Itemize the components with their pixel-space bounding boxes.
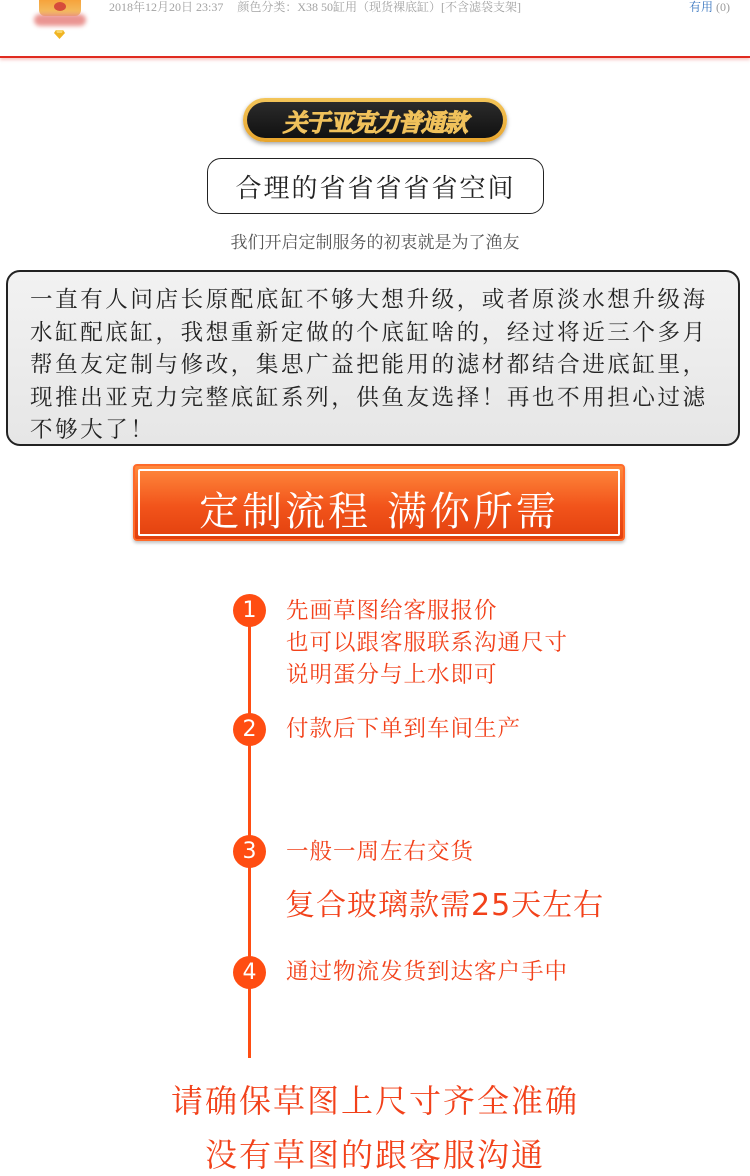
step-3-number: 3 — [233, 835, 266, 868]
useful-button[interactable] — [689, 0, 730, 15]
badge-inner — [247, 102, 503, 138]
step-2-number: 2 — [233, 713, 266, 746]
step-1-line-1: 先画草图给客服报价 — [286, 598, 498, 624]
slogan-pill: 合理的省省省省省空间 — [207, 158, 544, 214]
step-4-number: 4 — [233, 956, 266, 989]
step-1-line-2: 也可以跟客服联系沟通尺寸 — [286, 630, 569, 656]
review-date: 2018年12月20日 23:37 — [109, 0, 224, 14]
subtitle: 我们开启定制服务的初衷就是为了渔友 — [230, 233, 520, 253]
step-4-line-1: 通过物流发货到达客户手中 — [286, 959, 569, 985]
banner-title: 定制流程 满你所需 — [199, 489, 559, 535]
note-line-2: 没有草图的跟客服沟通 — [204, 1136, 545, 1174]
step-1-text — [286, 595, 568, 691]
step-3-highlight: 复合玻璃款需25天左右 — [285, 888, 605, 923]
step-3-line-1: 一般一周左右交货 — [286, 839, 475, 865]
badge-title: 关于亚克力普通款 — [283, 108, 467, 137]
timeline-line — [248, 608, 251, 1058]
useful-count: (0) — [716, 0, 730, 14]
variant-label: 颜色分类： — [237, 0, 298, 14]
step-4-text — [286, 956, 568, 988]
process-banner — [133, 464, 625, 541]
section-title-badge — [243, 98, 507, 142]
intro-box — [6, 270, 740, 446]
step-1-number: 1 — [233, 594, 266, 627]
useful-label: 有用 — [688, 0, 713, 14]
step-1-line-3: 说明蛋分与上水即可 — [286, 662, 498, 688]
review-header — [0, 0, 750, 58]
username-masked — [34, 14, 86, 26]
variant-value: X38 50缸用（现货裸底缸）[不含滤袋支架] — [297, 0, 522, 14]
intro-paragraph: 一直有人问店长原配底缸不够大想升级，或者原淡水想升级海水缸配底缸，我想重新定做的个底缸啥的，经过将近三个多月帮鱼友定制与修改，集思广益把能用的滤材都结合进底缸里，现推出亚克力完整底缸系列，供鱼友选择！再也不用担心过滤不够大了！ — [30, 287, 708, 443]
note-line-1: 请确保草图上尺寸齐全准确 — [170, 1082, 579, 1120]
review-meta — [109, 0, 521, 15]
diamond-icon — [54, 30, 65, 39]
step-2-text — [286, 713, 521, 745]
step-3-text — [286, 836, 474, 868]
step-2-line-1: 付款后下单到车间生产 — [286, 716, 522, 742]
